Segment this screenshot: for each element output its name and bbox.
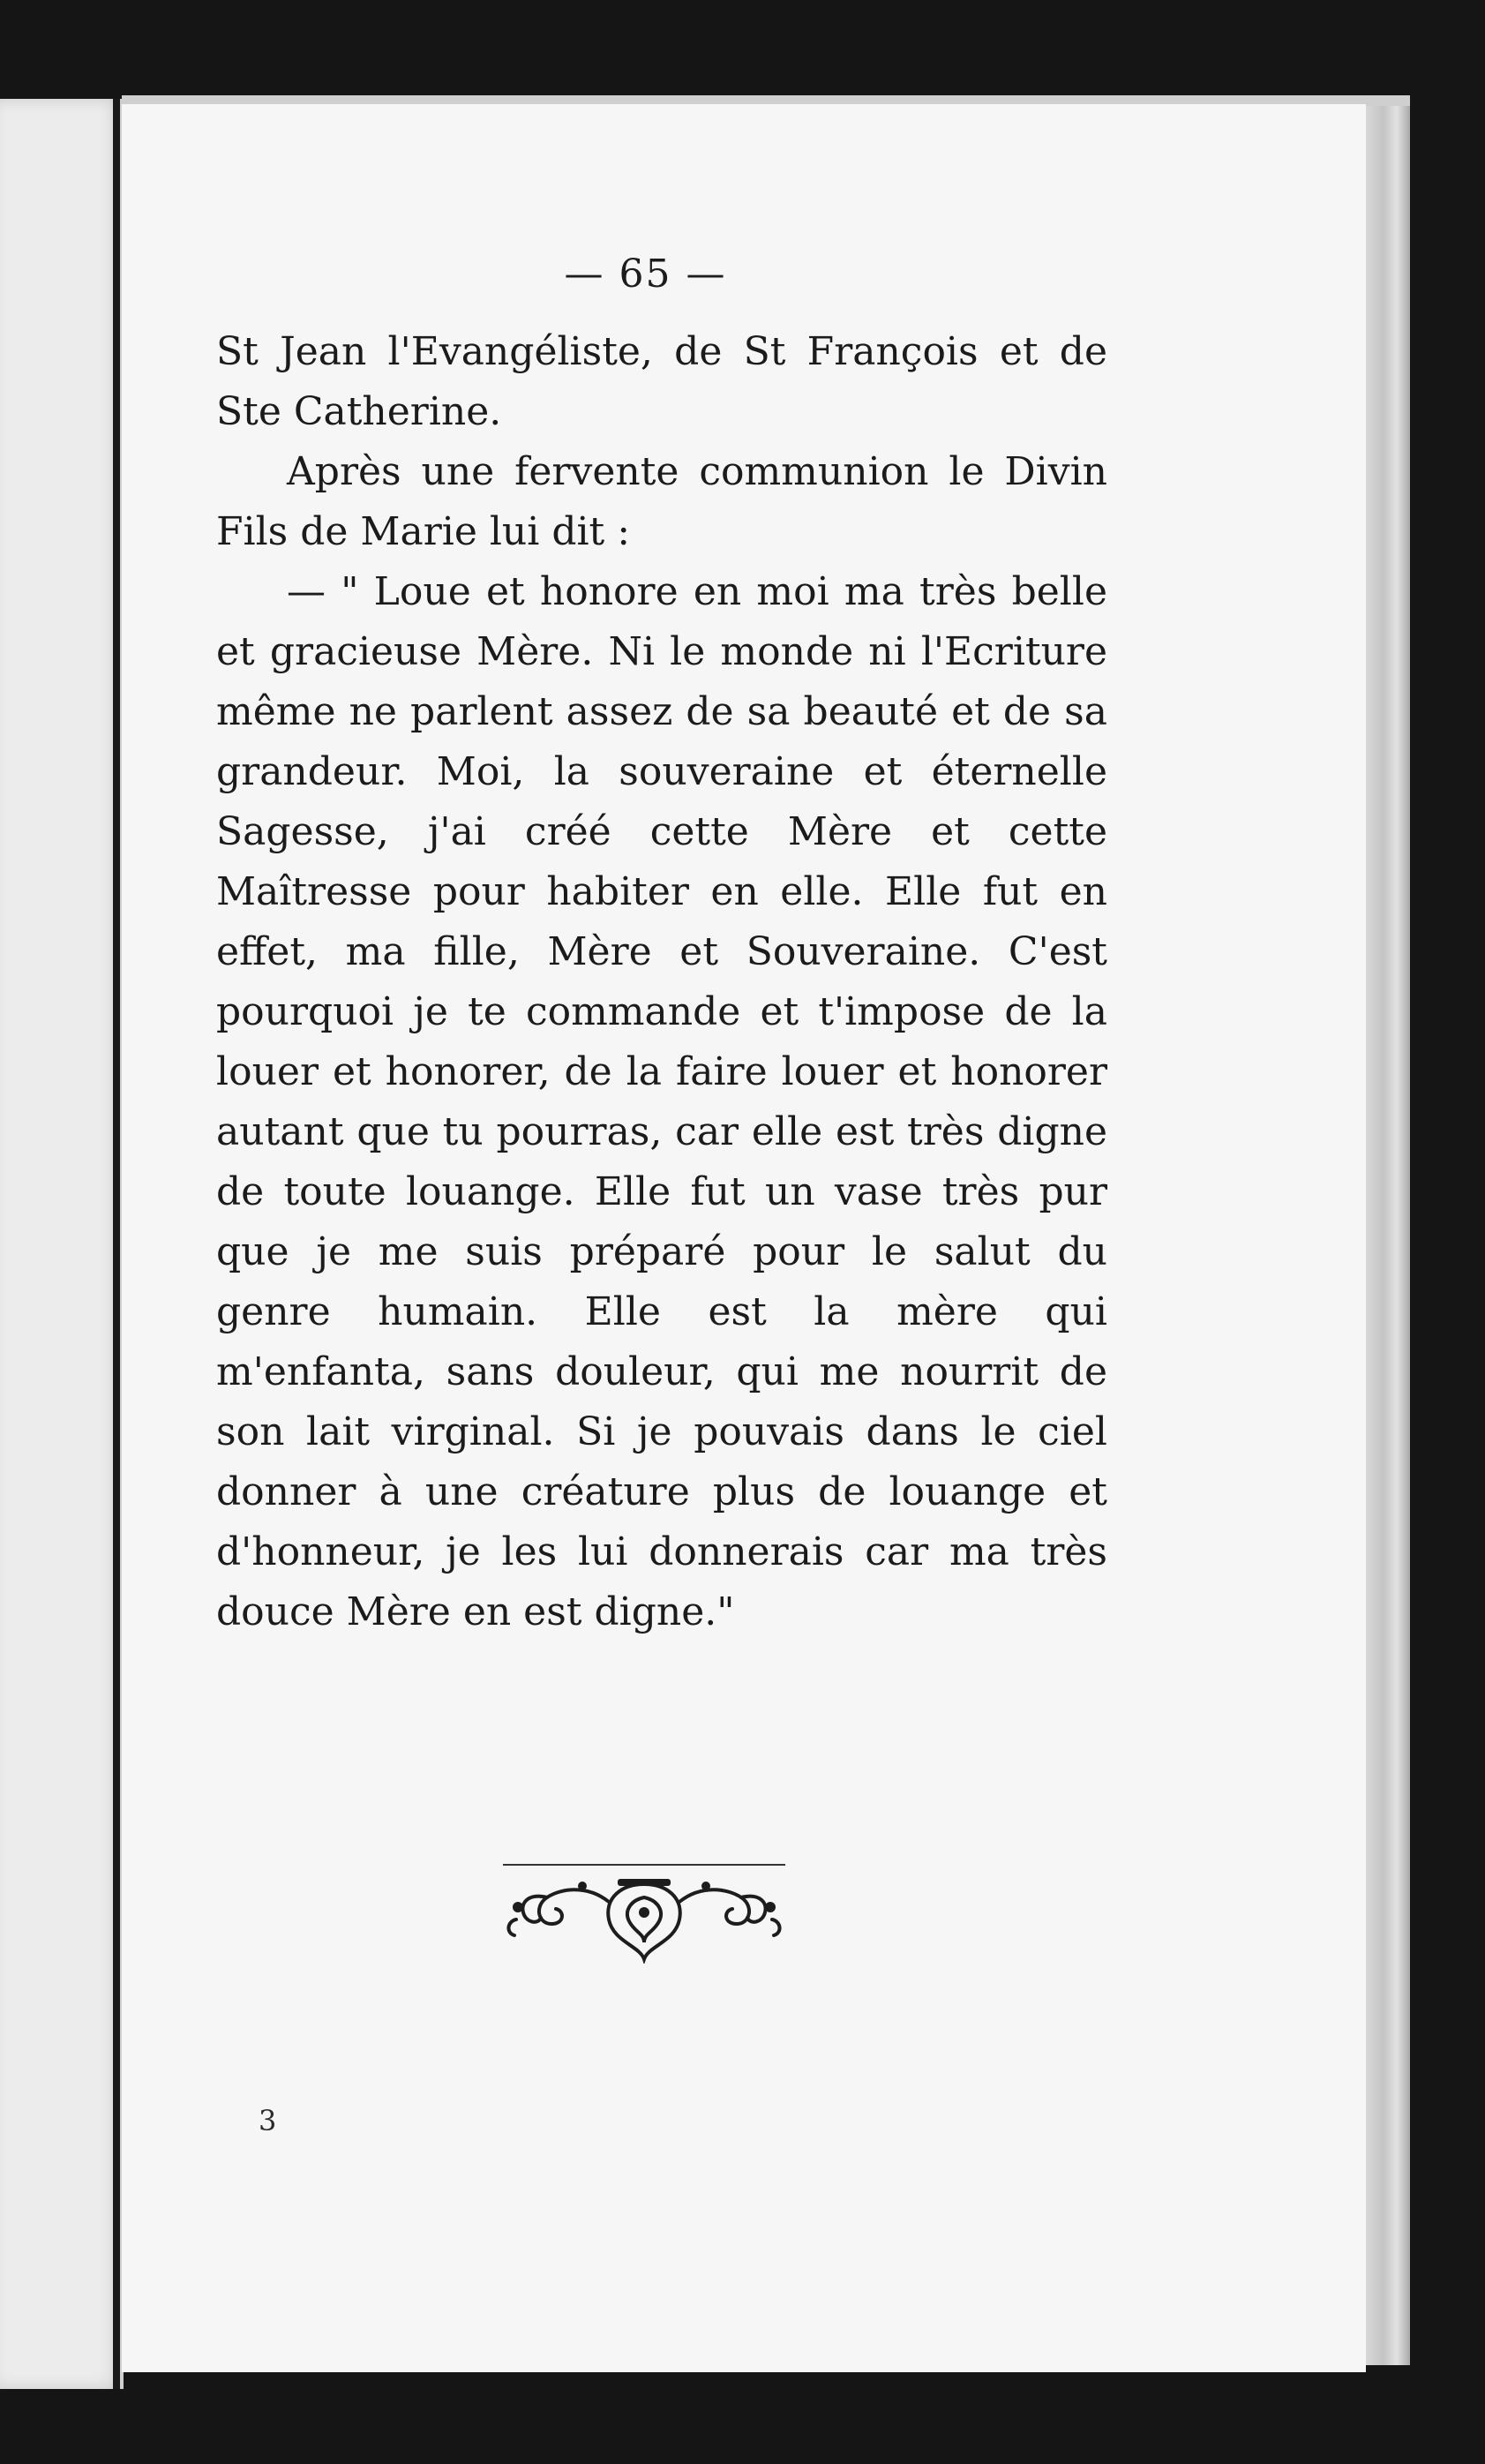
page-number-text: — 65 — — [564, 252, 727, 297]
paragraph-1: St Jean l'Evangéliste, de St François et de Ste Catherine. — [216, 329, 1107, 434]
signature-mark: 3 — [259, 2104, 277, 2137]
floral-ornament-icon — [499, 1858, 790, 1964]
book-spine — [113, 99, 120, 2389]
paragraph-3: — " Loue et honore en moi ma très belle et gracieuse Mère. Ni le monde ni l'Ecriture même ne parlent assez de sa beauté et de sa grandeur. Moi, la souveraine et éternelle Sagesse, j'ai créé cette Mère et cette Maîtresse pour habiter en elle. Elle fut en effet, ma fille, Mère et Souveraine. C'est pourquoi je te commande et t'impose de la louer et honorer, de la faire louer et honorer autant que tu pourras, car elle est très digne de toute louange. Elle fut un vase très pur que je me suis préparé pour le salut du genre humain. Elle est la mère qui m'enfanta, sans douleur, qui me nourrit de son lait virginal. Si je pouvais dans le ciel donner à une créature plus de louange et d'honneur, je les lui donnerais car ma très douce Mère en est digne." — [216, 569, 1107, 1634]
body-text — [216, 322, 1107, 1642]
left-page-edge — [0, 99, 124, 2389]
page-number — [0, 252, 1485, 297]
paragraph-2: Après une fervente communion le Divin Fils de Marie lui dit : — [216, 449, 1107, 554]
page-stack-edge — [1366, 106, 1410, 2365]
